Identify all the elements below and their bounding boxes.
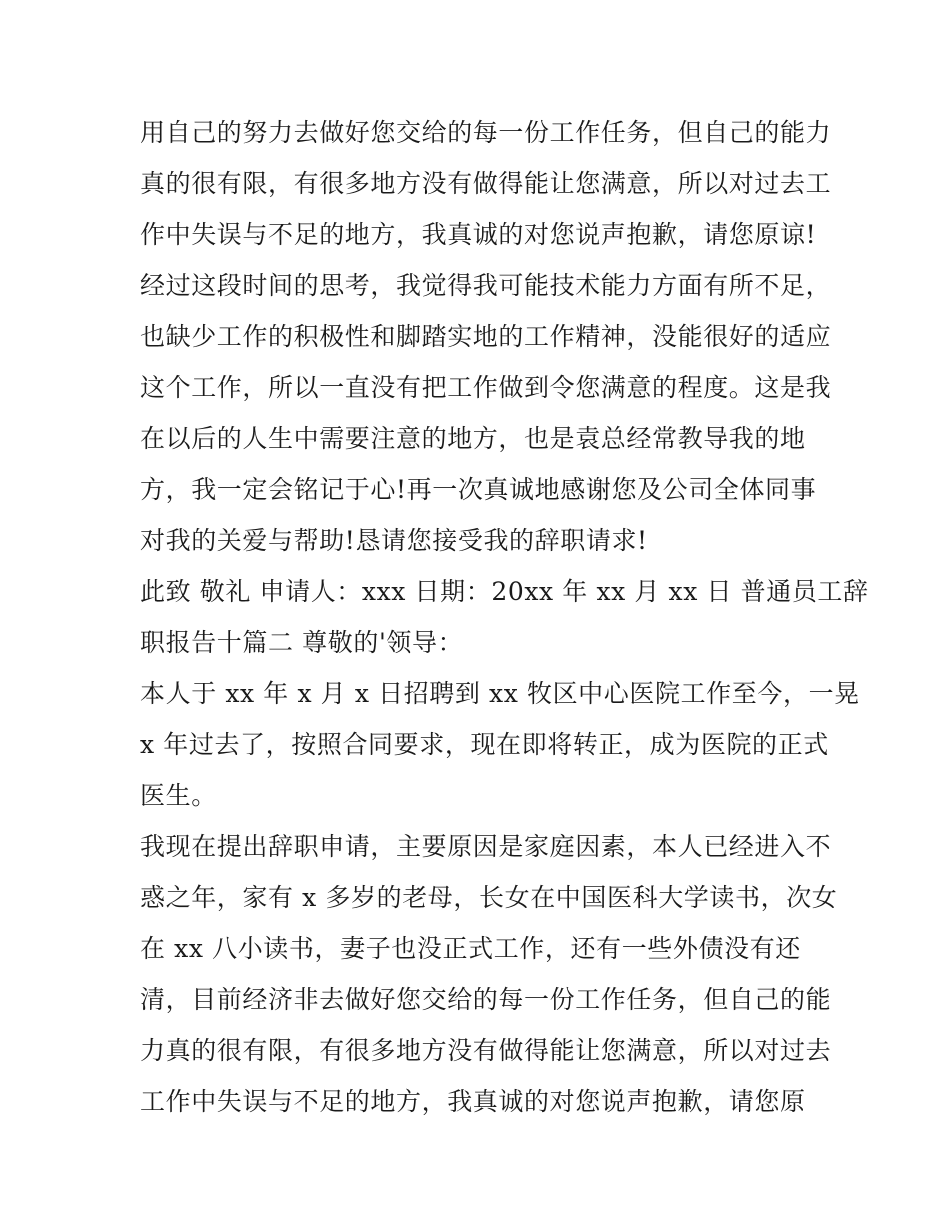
text-line: 在 xx 八小读书，妻子也没正式工作，还有一些外债没有还 (140, 934, 801, 963)
text-line: 真的很有限，有很多地方没有做得能让您满意，所以对过去工 (140, 169, 832, 198)
text-line: 职报告十篇二 尊敬的'领导： (140, 628, 464, 657)
text-line: 这个工作，所以一直没有把工作做到令您满意的程度。这是我 (140, 373, 832, 402)
text-line: 力真的很有限，有很多地方没有做得能让您满意，所以对过去 (140, 1036, 832, 1065)
text-line: 经过这段时间的思考，我觉得我可能技术能力方面有所不足， (140, 271, 832, 300)
text-line: 也缺少工作的积极性和脚踏实地的工作精神，没能很好的适应 (140, 322, 832, 351)
text-line: 方，我一定会铭记于心!再一次真诚地感谢您及公司全体同事 (140, 475, 817, 504)
text-line: x 年过去了，按照合同要求，现在即将转正，成为医院的正式 (140, 730, 829, 759)
text-line: 用自己的努力去做好您交给的每一份工作任务，但自己的能力 (140, 118, 832, 147)
text-line: 对我的关爱与帮助!恳请您接受我的辞职请求! (140, 526, 648, 555)
text-line: 清，目前经济非去做好您交给的每一份工作任务，但自己的能 (140, 985, 832, 1014)
text-line: 作中失误与不足的地方，我真诚的对您说声抱歉，请您原谅! (140, 220, 817, 249)
text-line: 工作中失误与不足的地方，我真诚的对您说声抱歉，请您原 (140, 1087, 806, 1116)
text-line: 我现在提出辞职申请，主要原因是家庭因素，本人已经进入不 (140, 832, 832, 861)
text-line: 此致 敬礼 申请人：xxx 日期：20xx 年 xx 月 xx 日 普通员工辞 (140, 577, 869, 606)
document-body (140, 107, 869, 1127)
text-line: 在以后的人生中需要注意的地方，也是袁总经常教导我的地 (140, 424, 806, 453)
text-line: 本人于 xx 年 x 月 x 日招聘到 xx 牧区中心医院工作至今，一晃 (140, 679, 860, 708)
text-line: 惑之年，家有 x 多岁的老母，长女在中国医科大学读书，次女 (140, 883, 838, 912)
text-line: 医生。 (140, 781, 217, 810)
